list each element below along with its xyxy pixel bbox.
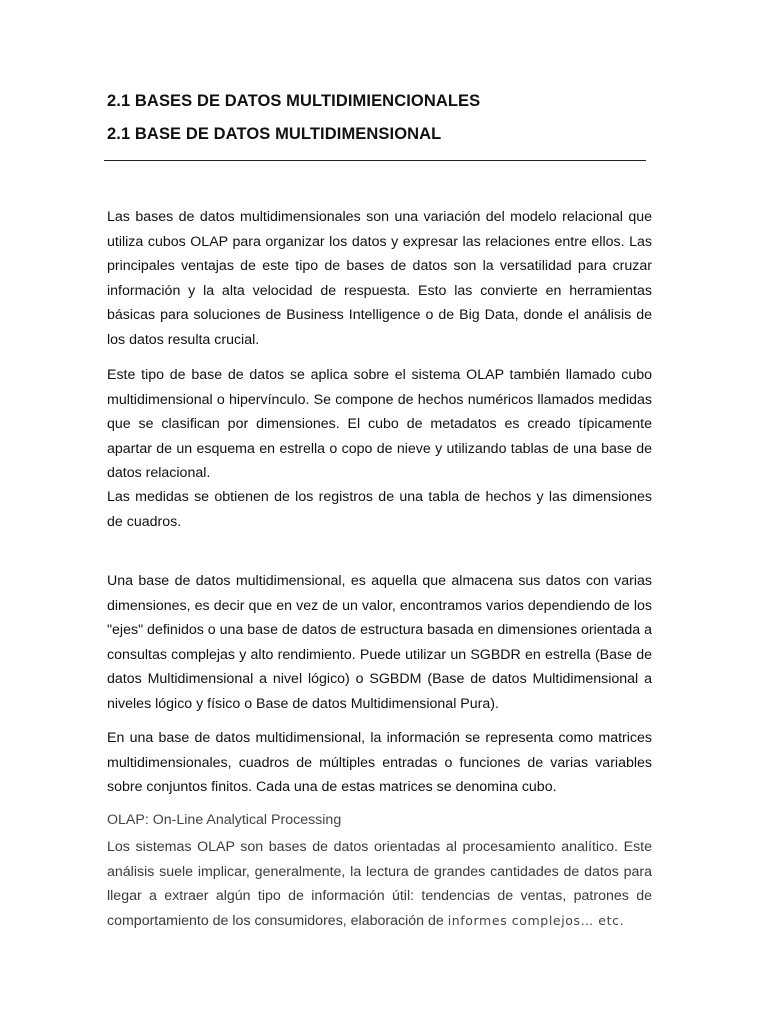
olap-subtitle: OLAP: On-Line Analytical Processing <box>107 812 342 828</box>
heading-bases-multidimiencionales: 2.1 BASES DE DATOS MULTIDIMIENCIONALES <box>107 92 481 110</box>
paragraph-definition: Una base de datos multidimensional, es aquella que almacena sus datos con varias dimensiones, es decir que en vez de un valor, encontramos varios dependiendo de los "ejes" definidos o una base de datos de estructura basada en dimensiones orientada a consultas complejas y alto rendimiento. Puede utilizar un SGBDR en estrella (Base de datos Multidimensional a nivel lógico) o SGBDM (Base de datos Multidimensional a niveles lógico y físico o Base de datos Multidimensional Pura). <box>107 573 652 712</box>
paragraph-olap-systems-tail: informes complejos… etc. <box>447 912 625 928</box>
paragraph-measures: Las medidas se obtienen de los registros de una tabla de hechos y las dimensiones de cuadros. <box>107 489 652 530</box>
paragraph-olap-cube: Este tipo de base de datos se aplica sobre el sistema OLAP también llamado cubo multidimensional o hipervínculo. Se compone de hechos numéricos llamados medidas que se clasifican por dimensiones. El cubo de metadatos es creado típicamente apartar de un esquema en estrella o copo de nieve y utilizando tablas de una base de datos relacional. <box>107 367 652 481</box>
paragraph-olap-systems <box>107 835 652 933</box>
heading-divider <box>104 160 646 161</box>
paragraph-intro: Las bases de datos multidimensionales son una variación del modelo relacional que utiliza cubos OLAP para organizar los datos y expresar las relaciones entre ellos. Las principales ventajas de este tipo de bases de datos son la versatilidad para cruzar información y la alta velocidad de respuesta. Esto las convierte en herramientas básicas para soluciones de Business Intelligence o de Big Data, donde el análisis de los datos resulta crucial. <box>107 209 652 348</box>
paragraph-olap-systems-main: Los sistemas OLAP son bases de datos orientadas al procesamiento analítico. Este análisis suele implicar, generalmente, la lectura de grandes cantidades de datos para llegar a extraer algún tipo de información útil: tendencias de ventas, patrones de comportamiento de los consumidores, elaboración de <box>107 839 652 929</box>
paragraph-matrices: En una base de datos multidimensional, la información se representa como matrices multidimensionales, cuadros de múltiples entradas o funciones de varias variables sobre conjuntos finitos. Cada una de estas matrices se denomina cubo. <box>107 730 652 795</box>
heading-base-multidimensional: 2.1 BASE DE DATOS MULTIDIMENSIONAL <box>107 125 442 143</box>
